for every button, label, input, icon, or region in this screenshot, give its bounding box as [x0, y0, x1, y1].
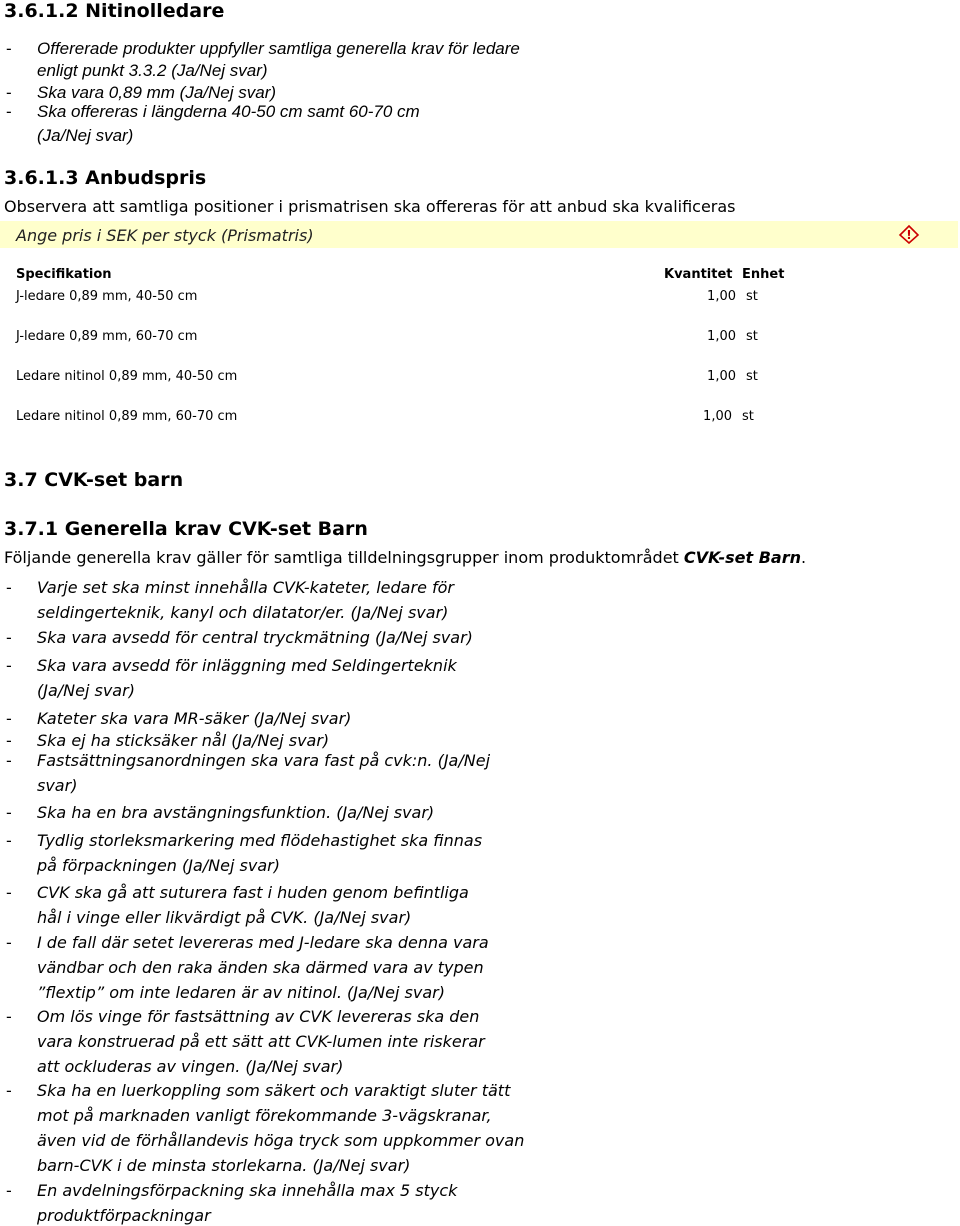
col-header-spec: Specifikation: [16, 267, 112, 282]
heading-generella-krav: 3.7.1 Generella krav CVK-set Barn: [4, 518, 368, 540]
intro-text: Följande generella krav gäller för samtliga tilldelningsgrupper inom produktområdet CVK-set Barn.: [4, 548, 807, 567]
heading-cvk-set-barn: 3.7 CVK-set barn: [4, 469, 184, 491]
price-banner-label: Ange pris i SEK per styck (Prismatris): [16, 226, 314, 245]
note-text: Observera att samtliga positioner i prismatrisen ska offereras för att anbud ska kvalificeras: [4, 197, 736, 216]
svg-text:!: !: [906, 228, 912, 242]
heading-nitinolledare: 3.6.1.2 Nitinolledare: [4, 0, 225, 22]
warning-icon[interactable]: [898, 224, 920, 244]
col-header-qty: Kvantitet: [664, 267, 733, 282]
heading-anbudspris: 3.6.1.3 Anbudspris: [4, 167, 207, 189]
col-header-unit: Enhet: [742, 267, 785, 282]
